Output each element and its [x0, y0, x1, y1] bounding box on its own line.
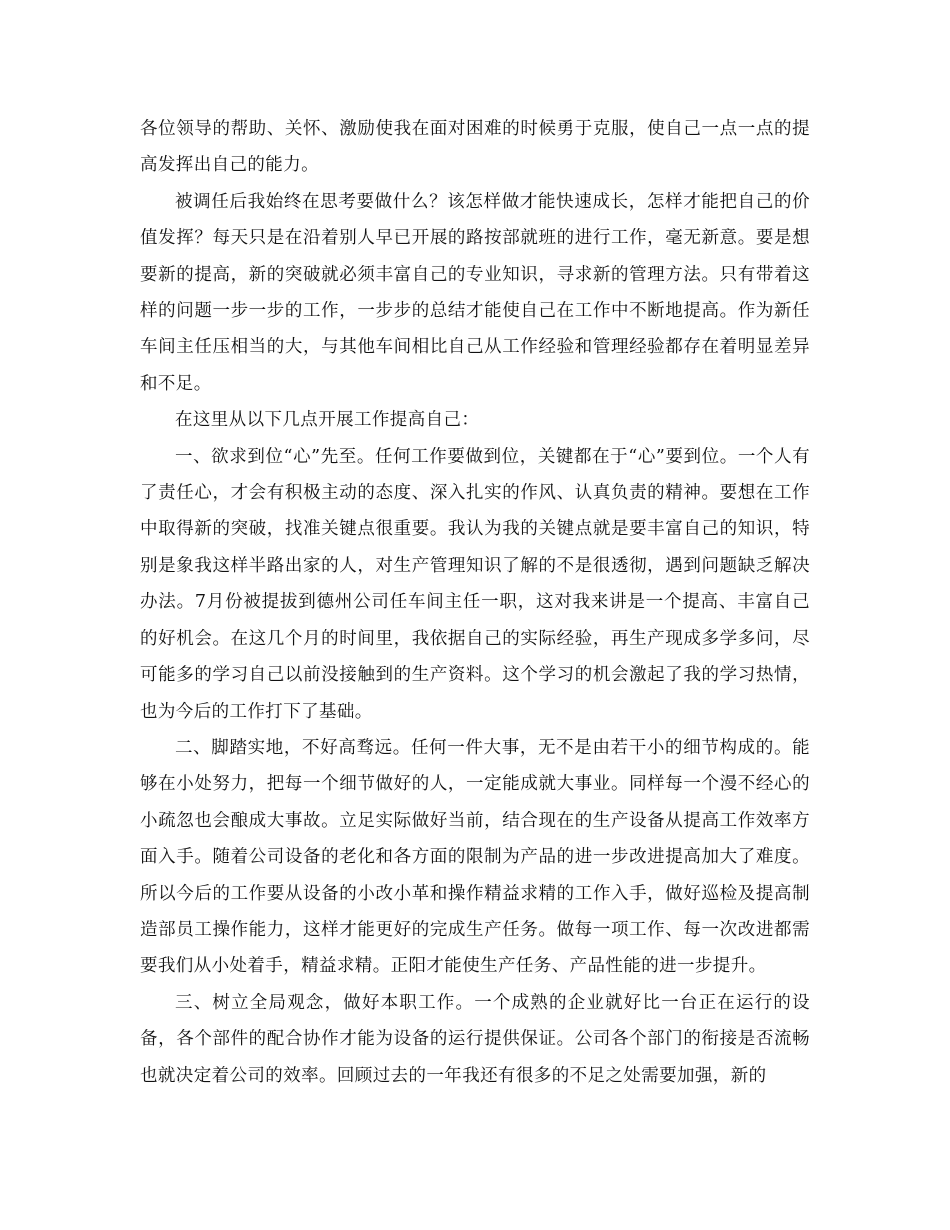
paragraph-6: 三、树立全局观念，做好本职工作。一个成熟的企业就好比一台正在运行的设备，各个部件的配合协作才能为设备的运行提供保证。公司各个部门的衔接是否流畅也就决定着公司的效率。回顾过去的一年我还有很多的不足之处需要加强，新的	[140, 992, 810, 1086]
paragraph-2: 被调任后我始终在思考要做什么？该怎样做才能快速成长，怎样才能把自己的价值发挥？每天只是在沿着别人早已开展的路按部就班的进行工作，毫无新意。要是想要新的提高，新的突破就必须丰富自己的专业知识，寻求新的管理方法。只有带着这样的问题一步一步的工作，一步步的总结才能使自己在工作中不断地提高。作为新任车间主任压相当的大，与其他车间相比自己从工作经验和管理经验都存在着明显差异和不足。	[140, 191, 810, 394]
paragraph-5: 二、脚踏实地，不好高骛远。任何一件大事，无不是由若干小的细节构成的。能够在小处努力，把每一个细节做好的人，一定能成就大事业。同样每一个漫不经心的小疏忽也会酿成大事故。立足实际做好当前，结合现在的生产设备从提高工作效率方面入手。随着公司设备的老化和各方面的限制为产品的进一步改进提高加大了难度。所以今后的工作要从设备的小改小革和操作精益求精的工作入手，做好巡检及提高制造部员工操作能力，这样才能更好的完成生产任务。做每一项工作、每一次改进都需要我们从小处着手，精益求精。正阳才能使生产任务、产品性能的进一步提升。	[140, 737, 810, 977]
paragraph-3: 在这里从以下几点开展工作提高自己：	[175, 410, 480, 431]
paragraph-4: 一、欲求到位“心”先至。任何工作要做到位，关键都在于“心”要到位。一个人有了责任心，才会有积极主动的态度、深入扎实的作风、认真负责的精神。要想在工作中取得新的突破，找准关键点很重要。我认为我的关键点就是要丰富自己的知识，特别是象我这样半路出家的人，对生产管理知识了解的不是很透彻，遇到问题缺乏解决办法。7月份被提拔到德州公司任车间主任一职，这对我来讲是一个提高、丰富自己的好机会。在这几个月的时间里，我依据自己的实际经验，再生产现成多学多问，尽可能多的学习自己以前没接触到的生产资料。这个学习的机会激起了我的学习热情，也为今后的工作打下了基础。	[140, 446, 810, 722]
paragraph-1: 各位领导的帮助、关怀、激励使我在面对困难的时候勇于克服，使自己一点一点的提高发挥出自己的能力。	[140, 119, 810, 176]
document-body	[140, 111, 810, 1094]
